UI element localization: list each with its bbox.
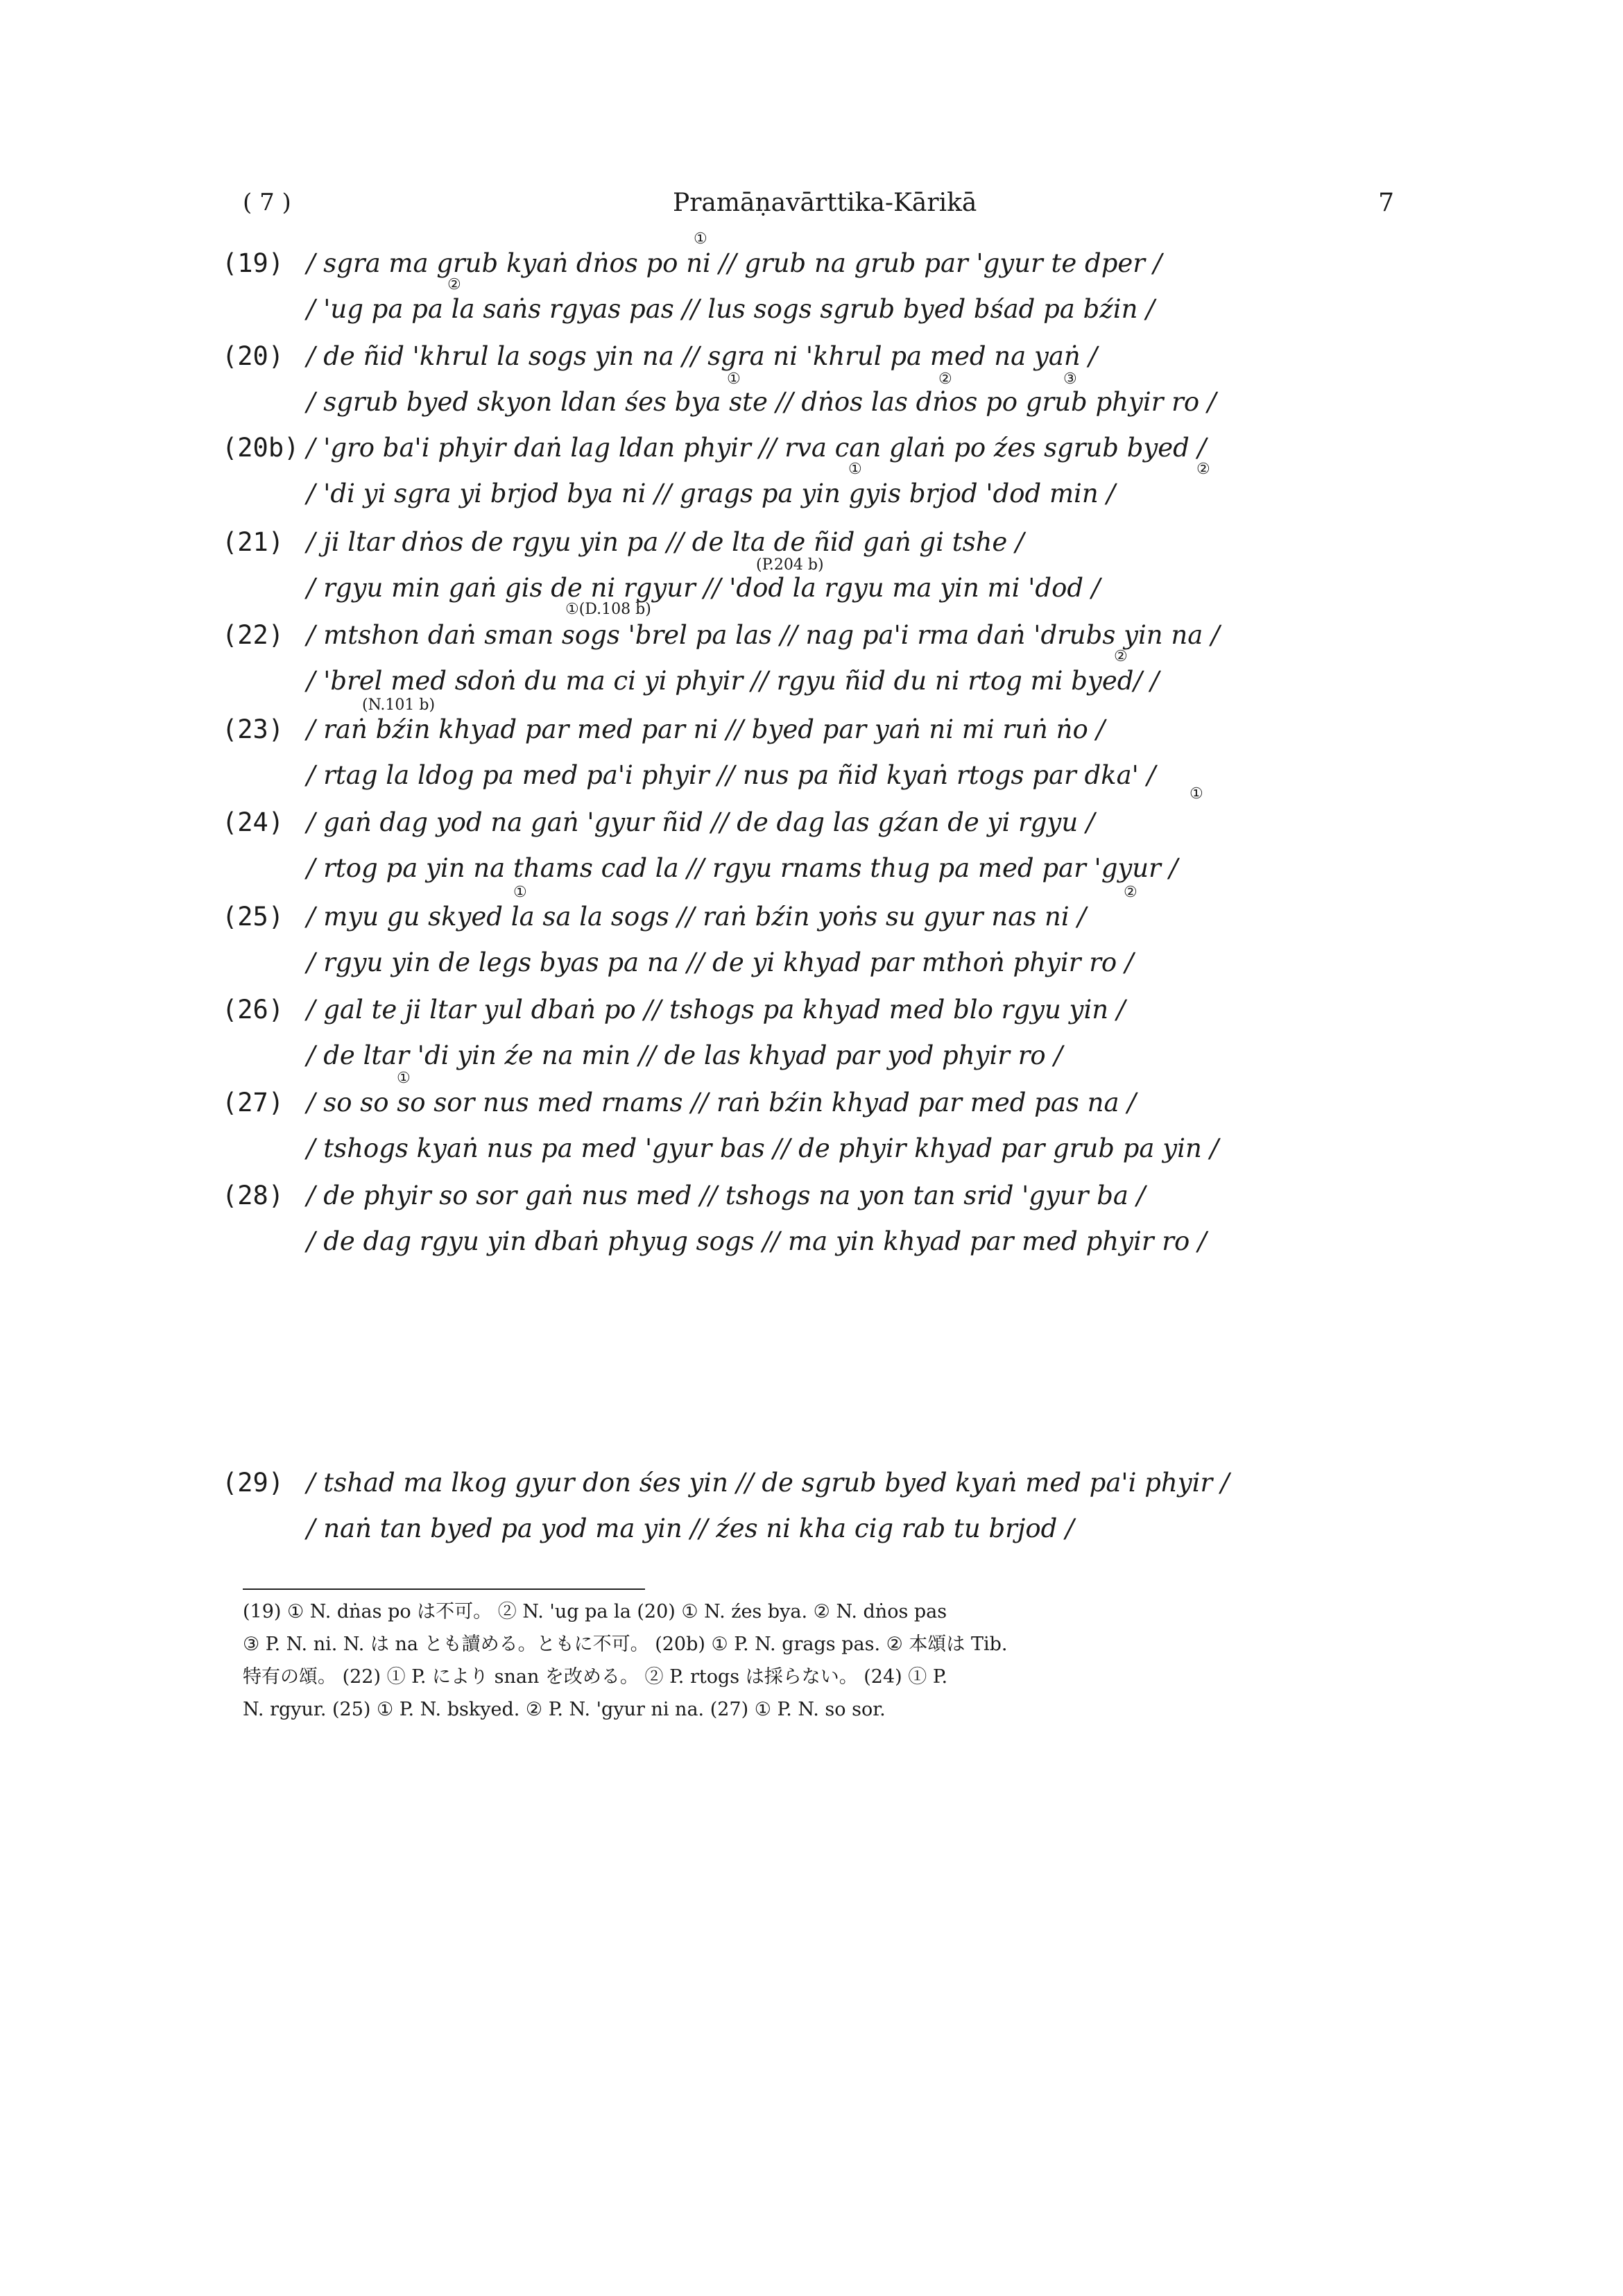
verse-line: / sgra ma grub kyaṅ dṅos po ni // grub na grub par 'gyur te dper / — [307, 248, 1162, 278]
verse-line: / de ltar 'di yin źe na min // de las khyad par yod phyir ro / — [307, 1040, 1063, 1070]
verse-number: (28) — [222, 1181, 284, 1210]
verse-line: / de dag rgyu yin dbaṅ phyug sogs // ma yin khyad par med phyir ro / — [307, 1226, 1207, 1256]
footnote-marker: ① — [1190, 785, 1203, 803]
verse-line: / gaṅ dag yod na gaṅ 'gyur ñid // de dag las gźan de yi rgyu / — [307, 807, 1095, 837]
footnote-marker: ② — [447, 276, 461, 293]
verse-line: / rtog pa yin na thams cad la // rgyu rnams thug pa med par 'gyur / — [307, 853, 1178, 883]
verse-line: / raṅ bźin khyad par med par ni // byed par yaṅ ni mi ruṅ ṅo / — [307, 714, 1105, 744]
verse-line: / 'ug pa pa la saṅs rgyas pas // lus sogs sgrub byed bśad pa bźin / — [307, 294, 1155, 324]
verse-number: (23) — [222, 714, 284, 744]
footnotes — [243, 1595, 1436, 1726]
footnote-marker: ② — [938, 370, 952, 388]
verse-line: / ji ltar dṅos de rgyu yin pa // de lta de ñid gaṅ gi tshe / — [307, 527, 1024, 557]
verse-line: / 'brel med sdoṅ du ma ci yi phyir // rgyu ñid du ni rtog mi byed/ / — [307, 666, 1160, 696]
page-header — [243, 189, 1394, 223]
verse-line: / tshogs kyaṅ nus pa med 'gyur bas // de phyir khyad par grub pa yin / — [307, 1133, 1219, 1163]
footnote-line: N. rgyur. (25) ① P. N. bskyed. ② P. N. 'gyur ni na. (27) ① P. N. so sor. — [243, 1699, 886, 1720]
verse-line: / sgrub byed skyon ldan śes bya ste // dṅos las dṅos po grub phyir ro / — [307, 387, 1217, 417]
page-reference: (N.101 b) — [362, 696, 436, 714]
footnote-marker: ② — [1124, 884, 1137, 901]
verse-line: / 'di yi sgra yi brjod bya ni // grags pa yin gyis brjod 'dod min / — [307, 479, 1115, 508]
footnote-marker: ③ — [1063, 370, 1077, 388]
verse-number: (29) — [222, 1468, 284, 1498]
footnote-marker: ② — [1114, 648, 1128, 665]
page-reference: ①(D.108 b) — [565, 601, 651, 618]
verse-number: (22) — [222, 620, 284, 650]
footnote-marker: ① — [397, 1070, 411, 1087]
verse-number: (24) — [222, 807, 284, 837]
footnote-line: 特有の頌。 (22) ① P. により snan を改める。 ② P. rtogs は採らない。 (24) ① P. — [243, 1666, 948, 1688]
page-number: 7 — [1378, 189, 1394, 217]
footnote-marker: ① — [513, 884, 527, 901]
running-title: Pramāṇavārttika-Kārikā — [673, 189, 977, 217]
verse-line: / de phyir so sor gaṅ nus med // tshogs na yon tan srid 'gyur ba / — [307, 1181, 1146, 1210]
verse-number: (27) — [222, 1088, 284, 1117]
footnote-marker: ① — [694, 230, 707, 248]
verse-number: (26) — [222, 995, 284, 1025]
verse-number: (19) — [222, 248, 284, 278]
verse-number: (25) — [222, 902, 284, 932]
verse-line: / mtshon daṅ sman sogs 'brel pa las // nag pa'i rma daṅ 'drubs yin na / — [307, 620, 1220, 650]
footnote-marker: ① — [727, 370, 741, 388]
verse-line: / tshad ma lkog gyur don śes yin // de sgrub byed kyaṅ med pa'i phyir / — [307, 1468, 1230, 1498]
verse-number: (21) — [222, 527, 284, 557]
footnote-marker: ② — [1196, 461, 1210, 478]
verse-number: (20b) — [222, 433, 300, 463]
footnote-line: (19) ① N. dṅas po は不可。 ② N. 'ug pa la (20) ① N. źes bya. ② N. dṅos pas — [243, 1601, 947, 1622]
verse-line: / rgyu yin de legs byas pa na // de yi khyad par mthoṅ phyir ro / — [307, 948, 1134, 977]
verse-line: / rgyu min gaṅ gis de ni rgyur // 'dod la rgyu ma yin mi 'dod / — [307, 573, 1101, 603]
footnote-marker: ① — [848, 461, 862, 478]
verse-line: / naṅ tan byed pa yod ma yin // źes ni kha cig rab tu brjod / — [307, 1514, 1074, 1543]
verse-line: / 'gro ba'i phyir daṅ lag ldan phyir // rva can glaṅ po źes sgrub byed / — [307, 433, 1207, 463]
page-number-parenthesized: ( 7 ) — [243, 189, 291, 216]
verse-line: / gal te ji ltar yul dbaṅ po // tshogs pa khyad med blo rgyu yin / — [307, 995, 1126, 1025]
page-reference: (P.204 b) — [756, 556, 824, 574]
verse-line: / so so so sor nus med rnams // raṅ bźin khyad par med pas na / — [307, 1088, 1136, 1117]
verse-line: / rtag la ldog pa med pa'i phyir // nus pa ñid kyaṅ rtogs par dka' / — [307, 760, 1156, 790]
verse-number: (20) — [222, 341, 284, 371]
footnote-divider — [243, 1588, 645, 1590]
verse-line: / de ñid 'khrul la sogs yin na // sgra ni 'khrul pa med na yaṅ / — [307, 341, 1097, 371]
footnote-line: ③ P. N. ni. N. は na とも讀める。ともに不可。 (20b) ① P. N. grags pas. ② 本頌は Tib. — [243, 1634, 1008, 1655]
verse-line: / myu gu skyed la sa la sogs // raṅ bźin yoṅs su gyur nas ni / — [307, 902, 1086, 932]
